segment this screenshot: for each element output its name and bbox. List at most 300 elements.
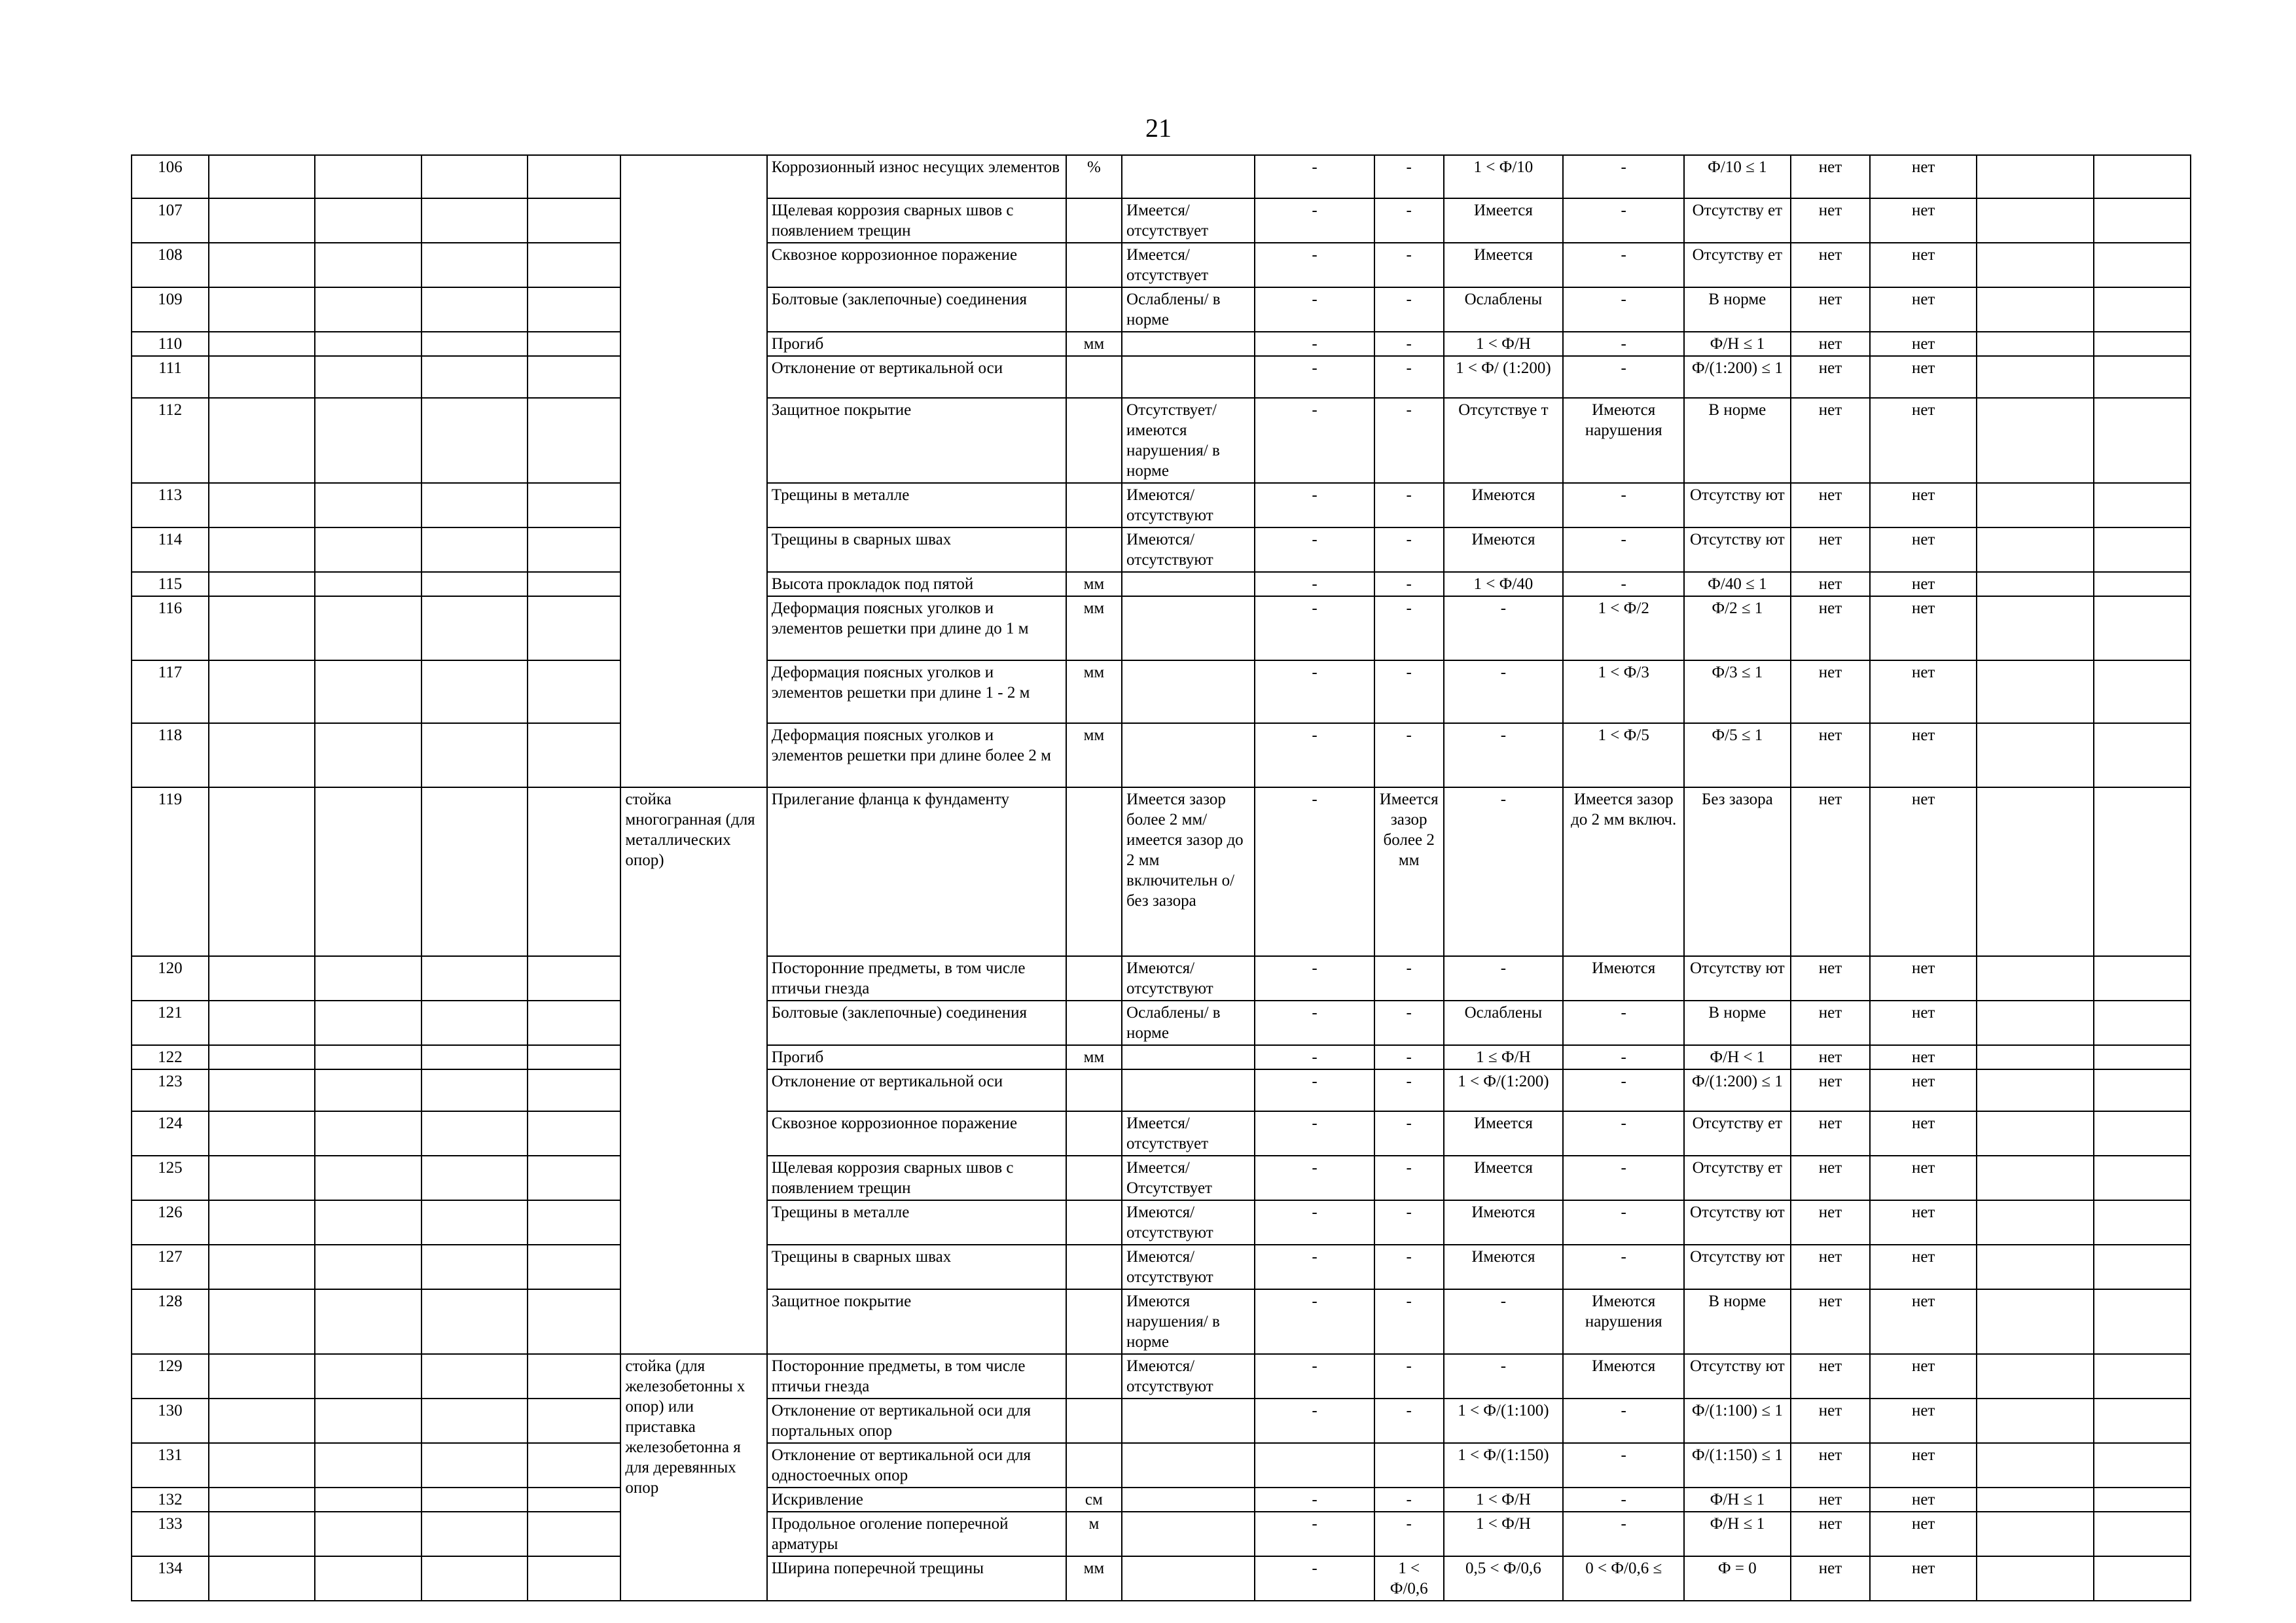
criterion-cell: - (1255, 1354, 1374, 1399)
allowed-values-cell: Имеются/ отсутствуют (1122, 956, 1255, 1001)
criterion-cell: - (1255, 1289, 1374, 1354)
criterion-cell: - (1563, 243, 1684, 287)
criterion-cell: - (1374, 483, 1444, 527)
flag-cell: нет (1870, 1488, 1976, 1512)
flag-cell: нет (1870, 572, 1976, 596)
empty-cell (1977, 596, 2094, 660)
empty-cell (209, 787, 315, 956)
empty-cell (315, 1399, 421, 1443)
criterion-cell: - (1255, 572, 1374, 596)
empty-cell (315, 1200, 421, 1245)
allowed-values-cell: Ослаблены/ в норме (1122, 287, 1255, 332)
parameter-name: Коррозионный износ несущих элементов (767, 155, 1066, 198)
flag-cell: нет (1791, 1488, 1871, 1512)
empty-cell (1977, 198, 2094, 243)
unit-cell: мм (1066, 660, 1122, 723)
empty-cell (1977, 1200, 2094, 1245)
flag-cell: нет (1791, 356, 1871, 398)
criterion-cell: - (1374, 1399, 1444, 1443)
empty-cell (1977, 723, 2094, 787)
criterion-cell: - (1563, 1399, 1684, 1443)
flag-cell: нет (1870, 723, 1976, 787)
flag-cell: нет (1791, 660, 1871, 723)
row-number: 122 (132, 1045, 209, 1069)
parameter-name: Трещины в сварных швах (767, 527, 1066, 572)
empty-cell (422, 332, 528, 356)
empty-cell (209, 155, 315, 198)
empty-cell (315, 356, 421, 398)
empty-cell (528, 527, 620, 572)
row-number: 124 (132, 1111, 209, 1156)
criterion-cell: - (1563, 198, 1684, 243)
empty-cell (422, 723, 528, 787)
criterion-cell: - (1563, 1045, 1684, 1069)
parameter-name: Болтовые (заклепочные) соединения (767, 1001, 1066, 1045)
criterion-cell: - (1374, 1289, 1444, 1354)
table-row (132, 1399, 2191, 1443)
empty-cell (315, 243, 421, 287)
criterion-cell: Ф/5 ≤ 1 (1684, 723, 1790, 787)
criterion-cell: - (1374, 155, 1444, 198)
unit-cell (1066, 1443, 1122, 1488)
criterion-cell: - (1374, 1488, 1444, 1512)
empty-cell (2094, 1069, 2191, 1111)
flag-cell: нет (1870, 596, 1976, 660)
empty-cell (315, 572, 421, 596)
criterion-cell: В норме (1684, 398, 1790, 483)
empty-cell (315, 1069, 421, 1111)
empty-cell (209, 1200, 315, 1245)
criterion-cell: - (1374, 198, 1444, 243)
table-row (132, 596, 2191, 660)
empty-cell (2094, 243, 2191, 287)
flag-cell: нет (1870, 155, 1976, 198)
flag-cell: нет (1791, 332, 1871, 356)
criterion-cell: 1 < Ф/0,6 (1374, 1556, 1444, 1601)
unit-cell (1066, 787, 1122, 956)
parameter-name: Прогиб (767, 332, 1066, 356)
criterion-cell: Ф/2 ≤ 1 (1684, 596, 1790, 660)
unit-cell (1066, 243, 1122, 287)
criterion-cell: Отсутству ют (1684, 1354, 1790, 1399)
criterion-cell: - (1444, 1289, 1564, 1354)
unit-cell: см (1066, 1488, 1122, 1512)
empty-cell (315, 596, 421, 660)
parameter-name: Ширина поперечной трещины (767, 1556, 1066, 1601)
table-row (132, 572, 2191, 596)
empty-cell (209, 956, 315, 1001)
empty-cell (315, 1156, 421, 1200)
empty-cell (1977, 1245, 2094, 1289)
unit-cell: мм (1066, 332, 1122, 356)
allowed-values-cell (1122, 1512, 1255, 1556)
empty-cell (528, 787, 620, 956)
empty-cell (2094, 660, 2191, 723)
empty-cell (209, 1001, 315, 1045)
criterion-cell: Имеются (1444, 483, 1564, 527)
criterion-cell: - (1374, 596, 1444, 660)
flag-cell: нет (1791, 572, 1871, 596)
unit-cell (1066, 1156, 1122, 1200)
flag-cell: нет (1791, 1001, 1871, 1045)
table-row (132, 1512, 2191, 1556)
flag-cell: нет (1791, 198, 1871, 243)
empty-cell (209, 1399, 315, 1443)
table-row (132, 243, 2191, 287)
empty-cell (528, 1443, 620, 1488)
empty-cell (528, 572, 620, 596)
criterion-cell: Ф/(1:200) ≤ 1 (1684, 1069, 1790, 1111)
empty-cell (1977, 1443, 2094, 1488)
row-number: 125 (132, 1156, 209, 1200)
table-row (132, 723, 2191, 787)
table-row (132, 660, 2191, 723)
table-row (132, 483, 2191, 527)
parameter-name: Высота прокладок под пятой (767, 572, 1066, 596)
flag-cell: нет (1870, 1156, 1976, 1200)
allowed-values-cell (1122, 660, 1255, 723)
flag-cell: нет (1870, 1556, 1976, 1601)
criterion-cell: Ф/3 ≤ 1 (1684, 660, 1790, 723)
empty-cell (315, 527, 421, 572)
empty-cell (528, 332, 620, 356)
criterion-cell: Отсутству ет (1684, 243, 1790, 287)
object-group-cell: стойка многогранная (для металлических опор) (620, 787, 766, 1354)
criterion-cell: Имеется (1444, 243, 1564, 287)
criterion-cell: - (1255, 1045, 1374, 1069)
empty-cell (528, 287, 620, 332)
table-row (132, 1556, 2191, 1601)
empty-cell (315, 660, 421, 723)
flag-cell: нет (1870, 243, 1976, 287)
allowed-values-cell (1122, 332, 1255, 356)
empty-cell (422, 356, 528, 398)
empty-cell (209, 1069, 315, 1111)
parameter-name: Посторонние предметы, в том числе птичьи гнезда (767, 956, 1066, 1001)
empty-cell (209, 1512, 315, 1556)
criterion-cell: 1 ≤ Ф/Н (1444, 1045, 1564, 1069)
flag-cell: нет (1791, 787, 1871, 956)
empty-cell (528, 483, 620, 527)
criterion-cell: Имеются (1563, 1354, 1684, 1399)
empty-cell (2094, 398, 2191, 483)
criterion-cell: 0 < Ф/0,6 ≤ (1563, 1556, 1684, 1601)
empty-cell (422, 1488, 528, 1512)
empty-cell (315, 155, 421, 198)
empty-cell (315, 1245, 421, 1289)
row-number: 120 (132, 956, 209, 1001)
criterion-cell: Имеются нарушения (1563, 1289, 1684, 1354)
criterion-cell: - (1255, 1399, 1374, 1443)
criterion-cell: 0,5 < Ф/0,6 (1444, 1556, 1564, 1601)
flag-cell: нет (1870, 1200, 1976, 1245)
table-row (132, 198, 2191, 243)
empty-cell (209, 596, 315, 660)
assessment-table (131, 154, 2191, 1601)
criterion-cell: - (1563, 1200, 1684, 1245)
empty-cell (2094, 1443, 2191, 1488)
criterion-cell: - (1374, 572, 1444, 596)
criterion-cell: - (1563, 356, 1684, 398)
empty-cell (1977, 1045, 2094, 1069)
table-row (132, 1443, 2191, 1488)
flag-cell: нет (1791, 1045, 1871, 1069)
unit-cell: мм (1066, 596, 1122, 660)
empty-cell (422, 1399, 528, 1443)
empty-cell (528, 660, 620, 723)
flag-cell: нет (1870, 527, 1976, 572)
empty-cell (1977, 572, 2094, 596)
criterion-cell: Отсутству ет (1684, 1156, 1790, 1200)
allowed-values-cell (1122, 1399, 1255, 1443)
criterion-cell: - (1563, 572, 1684, 596)
criterion-cell: - (1255, 1200, 1374, 1245)
parameter-name: Защитное покрытие (767, 398, 1066, 483)
criterion-cell: 1 < Ф/Н (1444, 332, 1564, 356)
criterion-cell: Ф/(1:200) ≤ 1 (1684, 356, 1790, 398)
table-row (132, 1156, 2191, 1200)
row-number: 107 (132, 198, 209, 243)
criterion-cell: 1 < Ф/ (1:200) (1444, 356, 1564, 398)
criterion-cell: - (1255, 287, 1374, 332)
table-row (132, 356, 2191, 398)
unit-cell (1066, 1245, 1122, 1289)
allowed-values-cell: Имеются/ отсутствуют (1122, 527, 1255, 572)
flag-cell: нет (1791, 527, 1871, 572)
criterion-cell: Ф/40 ≤ 1 (1684, 572, 1790, 596)
empty-cell (422, 1512, 528, 1556)
criterion-cell: 1 < Ф/3 (1563, 660, 1684, 723)
flag-cell: нет (1791, 287, 1871, 332)
empty-cell (2094, 1245, 2191, 1289)
criterion-cell: - (1255, 1111, 1374, 1156)
empty-cell (315, 1045, 421, 1069)
criterion-cell: - (1255, 956, 1374, 1001)
empty-cell (2094, 155, 2191, 198)
parameter-name: Отклонение от вертикальной оси для портальных опор (767, 1399, 1066, 1443)
table-row (132, 1245, 2191, 1289)
criterion-cell: Ф/Н ≤ 1 (1684, 1488, 1790, 1512)
criterion-cell: - (1563, 287, 1684, 332)
flag-cell: нет (1870, 1354, 1976, 1399)
criterion-cell: - (1374, 1069, 1444, 1111)
row-number: 108 (132, 243, 209, 287)
row-number: 109 (132, 287, 209, 332)
parameter-name: Щелевая коррозия сварных швов с появлением трещин (767, 198, 1066, 243)
unit-cell: мм (1066, 1556, 1122, 1601)
parameter-name: Продольное оголение поперечной арматуры (767, 1512, 1066, 1556)
criterion-cell: Имеется зазор до 2 мм включ. (1563, 787, 1684, 956)
row-number: 116 (132, 596, 209, 660)
table-row (132, 398, 2191, 483)
flag-cell: нет (1870, 356, 1976, 398)
parameter-name: Прогиб (767, 1045, 1066, 1069)
row-number: 123 (132, 1069, 209, 1111)
allowed-values-cell (1122, 1443, 1255, 1488)
allowed-values-cell (1122, 1045, 1255, 1069)
allowed-values-cell: Имеются/ отсутствуют (1122, 1200, 1255, 1245)
empty-cell (422, 527, 528, 572)
allowed-values-cell (1122, 1488, 1255, 1512)
empty-cell (422, 483, 528, 527)
allowed-values-cell (1122, 1069, 1255, 1111)
row-number: 126 (132, 1200, 209, 1245)
empty-cell (1977, 1512, 2094, 1556)
parameter-name: Отклонение от вертикальной оси (767, 356, 1066, 398)
allowed-values-cell: Имеются/ отсутствуют (1122, 1354, 1255, 1399)
allowed-values-cell (1122, 356, 1255, 398)
allowed-values-cell: Ослаблены/ в норме (1122, 1001, 1255, 1045)
row-number: 119 (132, 787, 209, 956)
flag-cell: нет (1791, 243, 1871, 287)
criterion-cell: - (1563, 1069, 1684, 1111)
unit-cell (1066, 483, 1122, 527)
criterion-cell: - (1374, 1512, 1444, 1556)
empty-cell (528, 723, 620, 787)
row-number: 118 (132, 723, 209, 787)
empty-cell (315, 1443, 421, 1488)
flag-cell: нет (1870, 287, 1976, 332)
empty-cell (528, 356, 620, 398)
empty-cell (422, 1045, 528, 1069)
empty-cell (209, 572, 315, 596)
flag-cell: нет (1870, 1045, 1976, 1069)
table-row (132, 787, 2191, 956)
criterion-cell: Отсутству ют (1684, 1200, 1790, 1245)
unit-cell: мм (1066, 1045, 1122, 1069)
unit-cell (1066, 527, 1122, 572)
unit-cell: мм (1066, 723, 1122, 787)
allowed-values-cell: Отсутствует/ имеются нарушения/ в норме (1122, 398, 1255, 483)
criterion-cell: - (1374, 660, 1444, 723)
flag-cell: нет (1870, 1069, 1976, 1111)
criterion-cell: - (1374, 956, 1444, 1001)
flag-cell: нет (1791, 1111, 1871, 1156)
allowed-values-cell (1122, 1556, 1255, 1601)
criterion-cell: - (1255, 1488, 1374, 1512)
allowed-values-cell: Имеются нарушения/ в норме (1122, 1289, 1255, 1354)
criterion-cell: - (1563, 1111, 1684, 1156)
parameter-name: Щелевая коррозия сварных швов с появлением трещин (767, 1156, 1066, 1200)
flag-cell: нет (1870, 398, 1976, 483)
flag-cell: нет (1870, 787, 1976, 956)
criterion-cell: Отсутству ет (1684, 1111, 1790, 1156)
criterion-cell: - (1255, 332, 1374, 356)
criterion-cell: Ф = 0 (1684, 1556, 1790, 1601)
criterion-cell: - (1444, 956, 1564, 1001)
criterion-cell: Имеется (1444, 1111, 1564, 1156)
criterion-cell: - (1255, 527, 1374, 572)
empty-cell (1977, 287, 2094, 332)
empty-cell (315, 1556, 421, 1601)
empty-cell (315, 1001, 421, 1045)
empty-cell (1977, 155, 2094, 198)
empty-cell (315, 1111, 421, 1156)
criterion-cell: - (1563, 332, 1684, 356)
empty-cell (422, 398, 528, 483)
allowed-values-cell (1122, 572, 1255, 596)
empty-cell (528, 596, 620, 660)
criterion-cell: 1 < Ф/Н (1444, 1512, 1564, 1556)
empty-cell (2094, 1045, 2191, 1069)
empty-cell (209, 356, 315, 398)
empty-cell (315, 287, 421, 332)
empty-cell (422, 1245, 528, 1289)
criterion-cell: - (1444, 1354, 1564, 1399)
flag-cell: нет (1791, 956, 1871, 1001)
table-row (132, 1045, 2191, 1069)
unit-cell (1066, 1069, 1122, 1111)
empty-cell (528, 956, 620, 1001)
parameter-name: Прилегание фланца к фундаменту (767, 787, 1066, 956)
empty-cell (2094, 287, 2191, 332)
row-number: 130 (132, 1399, 209, 1443)
empty-cell (528, 1245, 620, 1289)
table-body (132, 155, 2191, 1601)
criterion-cell: - (1255, 356, 1374, 398)
flag-cell: нет (1870, 198, 1976, 243)
allowed-values-cell (1122, 723, 1255, 787)
criterion-cell: Имеются (1563, 956, 1684, 1001)
criterion-cell: 1 < Ф/40 (1444, 572, 1564, 596)
empty-cell (528, 1488, 620, 1512)
criterion-cell: - (1255, 723, 1374, 787)
empty-cell (209, 660, 315, 723)
empty-cell (2094, 1354, 2191, 1399)
parameter-name: Трещины в металле (767, 1200, 1066, 1245)
allowed-values-cell: Имеются/ отсутствуют (1122, 1245, 1255, 1289)
empty-cell (209, 1354, 315, 1399)
empty-cell (528, 1156, 620, 1200)
parameter-name: Посторонние предметы, в том числе птичьи гнезда (767, 1354, 1066, 1399)
empty-cell (1977, 956, 2094, 1001)
unit-cell (1066, 1399, 1122, 1443)
empty-cell (2094, 1156, 2191, 1200)
parameter-name: Деформация поясных уголков и элементов решетки при длине более 2 м (767, 723, 1066, 787)
criterion-cell: 1 < Ф/(1:200) (1444, 1069, 1564, 1111)
empty-cell (209, 198, 315, 243)
empty-cell (528, 1289, 620, 1354)
parameter-name: Деформация поясных уголков и элементов решетки при длине до 1 м (767, 596, 1066, 660)
criterion-cell: - (1563, 1156, 1684, 1200)
empty-cell (422, 1156, 528, 1200)
empty-cell (2094, 332, 2191, 356)
row-number: 112 (132, 398, 209, 483)
criterion-cell: - (1563, 1001, 1684, 1045)
flag-cell: нет (1870, 1001, 1976, 1045)
unit-cell (1066, 287, 1122, 332)
flag-cell: нет (1870, 1245, 1976, 1289)
table-row (132, 1069, 2191, 1111)
criterion-cell: Имеются (1444, 1200, 1564, 1245)
empty-cell (422, 1001, 528, 1045)
empty-cell (2094, 1289, 2191, 1354)
empty-cell (2094, 198, 2191, 243)
empty-cell (422, 1069, 528, 1111)
empty-cell (422, 198, 528, 243)
object-cell (620, 155, 766, 787)
criterion-cell: - (1374, 1200, 1444, 1245)
empty-cell (1977, 1289, 2094, 1354)
flag-cell: нет (1791, 596, 1871, 660)
row-number: 128 (132, 1289, 209, 1354)
criterion-cell: - (1563, 155, 1684, 198)
criterion-cell: Отсутству ют (1684, 527, 1790, 572)
empty-cell (2094, 723, 2191, 787)
flag-cell: нет (1791, 1556, 1871, 1601)
criterion-cell: - (1374, 356, 1444, 398)
criterion-cell: - (1255, 1069, 1374, 1111)
